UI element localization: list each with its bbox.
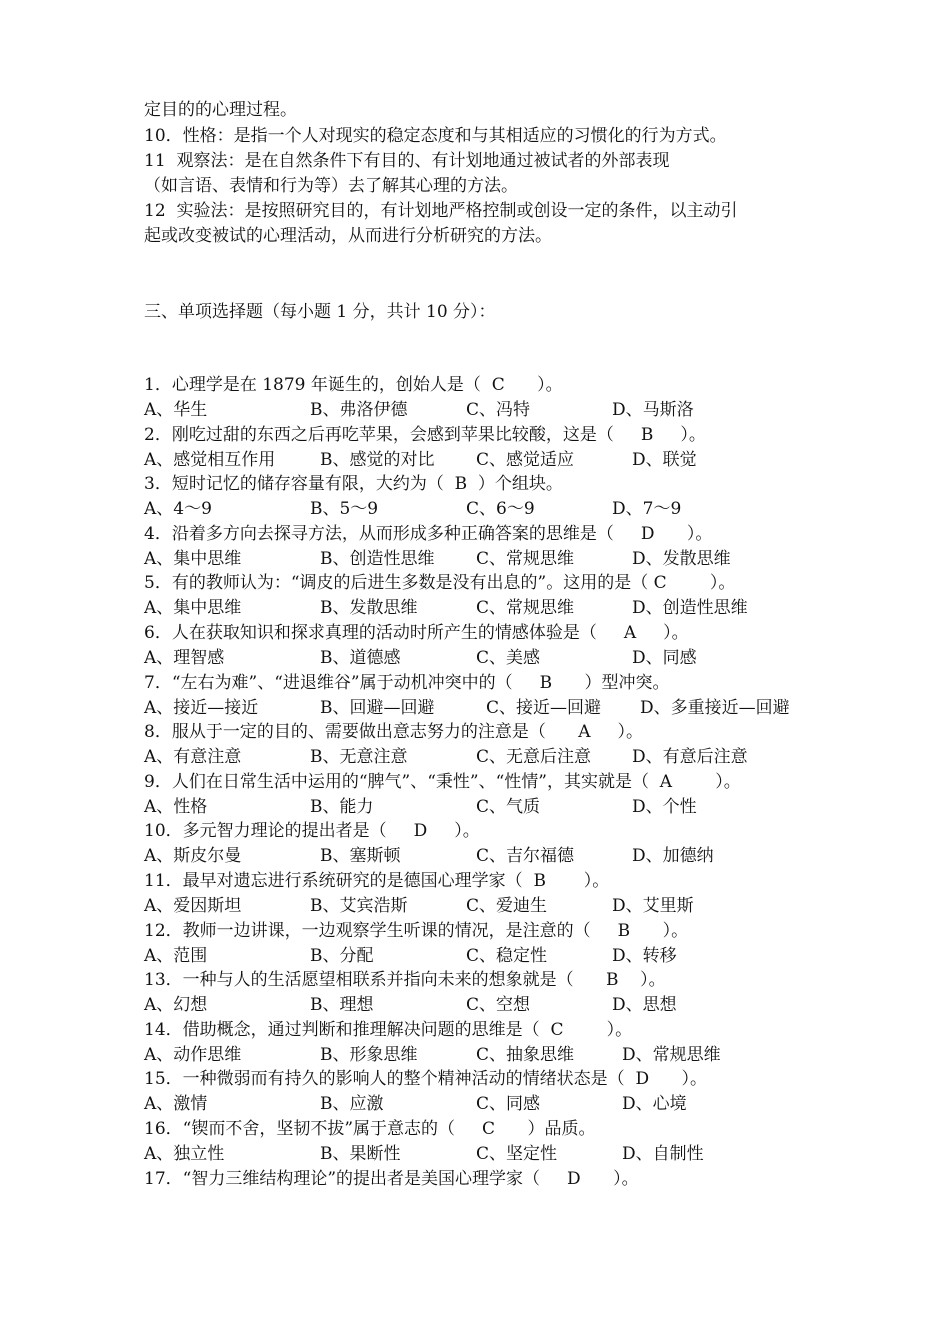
definition-line: 定目的的心理过程。: [144, 100, 297, 120]
option-b: B、艾宾浩斯: [310, 896, 408, 916]
question-text: 3．短时记忆的储存容量有限，大约为（ B ）个组块。: [144, 474, 563, 495]
option-c: C、抽象思维: [476, 1044, 575, 1065]
question-text: 17．“智力三维结构理论”的提出者是美国心理学家（ D ）。: [144, 1168, 639, 1189]
option-c: C、常规思维: [476, 598, 575, 619]
question-text: 13．一种与人的生活愿望相联系并指向未来的想象就是（ B ）。: [144, 970, 666, 991]
definition-line: 起或改变被试的心理活动，从而进行分析研究的方法。: [144, 226, 552, 246]
option-c: C、常规思维: [476, 548, 575, 569]
option-a: A、集中思维: [144, 598, 242, 619]
option-a: A、接近—接近: [144, 697, 259, 718]
option-b: B、回避—回避: [320, 697, 435, 718]
definition-line: （如言语、表情和行为等）去了解其心理的方法。: [144, 176, 518, 196]
option-a: A、华生: [144, 400, 208, 420]
option-a: A、动作思维: [144, 1044, 242, 1065]
option-d: D、心境: [622, 1094, 687, 1115]
option-b: B、果断性: [320, 1144, 401, 1164]
option-a: A、集中思维: [144, 548, 242, 569]
question-text: 7．“左右为难”、“进退维谷”属于动机冲突中的（ B ）型冲突。: [144, 672, 670, 693]
option-c: C、接近—回避: [486, 697, 602, 718]
option-b: B、弗洛伊德: [310, 400, 408, 420]
option-a: A、幻想: [144, 995, 208, 1016]
option-a: A、激情: [144, 1094, 208, 1115]
option-c: C、气质: [476, 796, 541, 817]
option-b: B、分配: [310, 945, 374, 966]
question-text: 12．教师一边讲课，一边观察学生听课的情况，是注意的（ B ）。: [144, 920, 689, 941]
option-d: D、同感: [632, 648, 697, 668]
question-text: 1．心理学是在 1879 年诞生的，创始人是（ C ）。: [144, 375, 563, 395]
option-c: C、空想: [466, 995, 531, 1016]
option-c: C、美感: [476, 648, 541, 668]
option-d: D、发散思维: [632, 548, 731, 569]
option-c: C、稳定性: [466, 945, 548, 966]
option-b: B、5～9: [310, 499, 379, 520]
definition-line: 12 实验法：是按照研究目的，有计划地严格控制或创设一定的条件，以主动引: [144, 201, 738, 221]
question-text: 11．最早对遗忘进行系统研究的是德国心理学家（ B ）。: [144, 871, 610, 891]
option-d: D、有意后注意: [632, 747, 748, 768]
option-d: D、多重接近—回避: [640, 697, 790, 718]
option-b: B、能力: [310, 796, 374, 817]
option-a: A、4～9: [144, 499, 212, 520]
option-b: B、发散思维: [320, 598, 418, 619]
option-a: A、爱因斯坦: [144, 896, 242, 916]
question-text: 6．人在获取知识和探求真理的活动时所产生的情感体验是（ A ）。: [144, 623, 689, 643]
option-b: B、创造性思维: [320, 548, 435, 569]
option-b: B、形象思维: [320, 1044, 418, 1065]
question-text: 14．借助概念，通过判断和推理解决问题的思维是（ C ）。: [144, 1019, 633, 1040]
option-c: C、感觉适应: [476, 449, 575, 470]
definition-line: 10．性格：是指一个人对现实的稳定态度和与其相适应的习惯化的行为方式。: [144, 126, 727, 146]
option-a: A、有意注意: [144, 747, 242, 768]
option-d: D、转移: [612, 945, 677, 966]
question-text: 5．有的教师认为：“调皮的后进生多数是没有出息的”。这用的是（ C ）。: [144, 573, 736, 594]
option-d: D、常规思维: [622, 1044, 721, 1065]
option-a: A、感觉相互作用: [144, 449, 276, 470]
question-text: 2．刚吃过甜的东西之后再吃苹果，会感到苹果比较酸，这是（ B ）。: [144, 424, 706, 445]
section-title: 三、单项选择题（每小题 1 分，共计 10 分）：: [144, 302, 496, 322]
option-d: D、思想: [612, 995, 677, 1016]
option-c: C、吉尔福德: [476, 846, 575, 867]
option-d: D、联觉: [632, 449, 697, 470]
option-c: C、爱迪生: [466, 896, 548, 916]
option-a: A、性格: [144, 796, 208, 817]
option-b: B、道德感: [320, 648, 401, 668]
option-b: B、塞斯顿: [320, 846, 401, 867]
option-c: C、同感: [476, 1094, 541, 1115]
option-d: D、个性: [632, 796, 697, 817]
option-a: A、斯皮尔曼: [144, 846, 242, 867]
definition-line: 11 观察法：是在自然条件下有目的、有计划地通过被试者的外部表现: [144, 151, 670, 171]
question-text: 8．服从于一定的目的、需要做出意志努力的注意是（ A ）。: [144, 722, 644, 743]
option-a: A、独立性: [144, 1144, 225, 1164]
option-b: B、感觉的对比: [320, 449, 435, 470]
option-b: B、理想: [310, 995, 374, 1016]
option-d: D、马斯洛: [612, 400, 694, 420]
question-text: 10．多元智力理论的提出者是（ D ）。: [144, 821, 480, 842]
option-a: A、范围: [144, 945, 208, 966]
option-c: C、坚定性: [476, 1144, 558, 1164]
option-c: C、无意后注意: [476, 747, 592, 768]
option-a: A、理智感: [144, 648, 225, 668]
question-text: 4．沿着多方向去探寻方法，从而形成多种正确答案的思维是（ D ）。: [144, 523, 713, 544]
option-c: C、冯特: [466, 400, 531, 420]
option-d: D、7～9: [612, 499, 682, 520]
option-c: C、6～9: [466, 499, 535, 520]
question-text: 9．人们在日常生活中运用的“脾气”、“秉性”、“性情”，其实就是（ A ）。: [144, 771, 741, 792]
option-d: D、创造性思维: [632, 598, 748, 619]
option-b: B、无意注意: [310, 747, 408, 768]
option-d: D、加德纳: [632, 846, 714, 867]
option-d: D、自制性: [622, 1144, 704, 1164]
question-text: 15．一种微弱而有持久的影响人的整个精神活动的情绪状态是（ D ）。: [144, 1069, 707, 1090]
option-b: B、应激: [320, 1094, 384, 1115]
question-text: 16．“锲而不舍，坚韧不拔”属于意志的（ C ）品质。: [144, 1119, 596, 1139]
option-d: D、艾里斯: [612, 896, 694, 916]
